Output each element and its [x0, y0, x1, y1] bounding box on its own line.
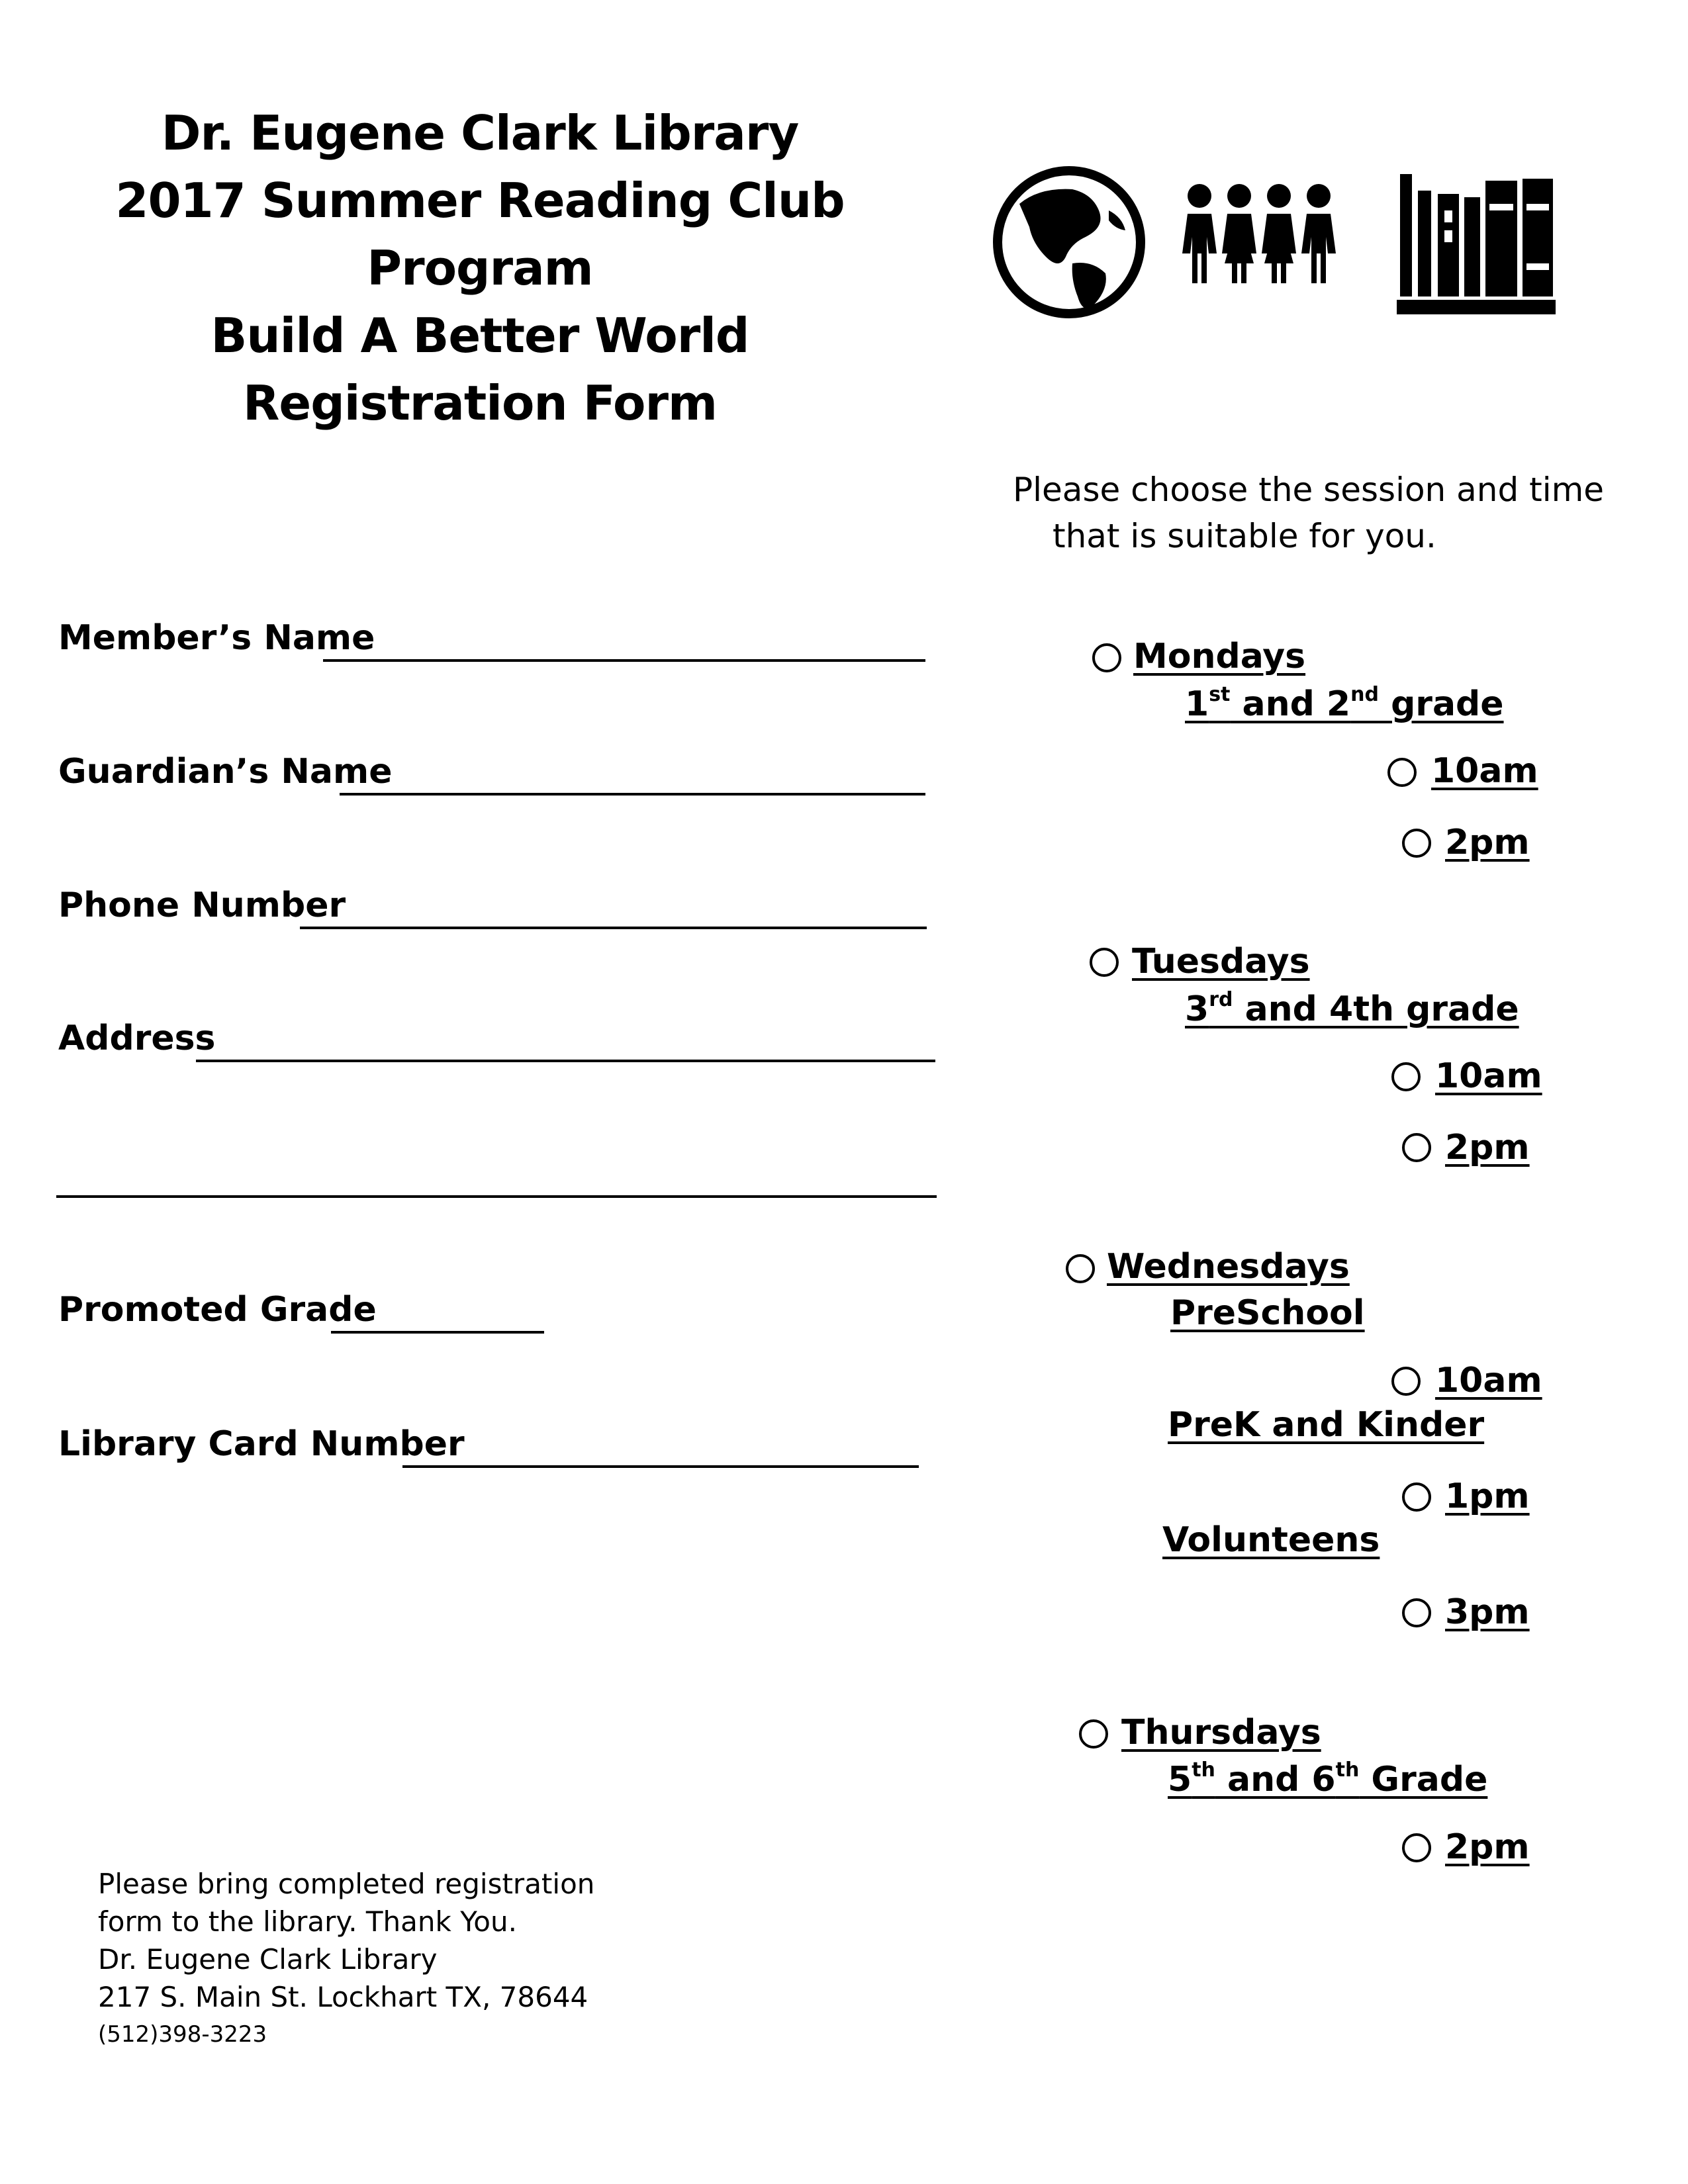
wednesday-3pm-label: 3pm — [1445, 1592, 1530, 1632]
member-name-label: Member’s Name — [58, 618, 375, 658]
instruction-line-2: that is suitable for you. — [1053, 517, 1436, 555]
title-line-library: Dr. Eugene Clark Library — [161, 105, 799, 161]
phone-number-field — [58, 876, 932, 929]
footer-line-1: Please bring completed registration — [98, 1868, 595, 1900]
footer-phone: (512)398-3223 — [98, 2021, 267, 2048]
title-line-club: 2017 Summer Reading Club — [115, 173, 845, 228]
library-card-number-label: Library Card Number — [58, 1424, 465, 1464]
thursday-radio[interactable] — [1079, 1719, 1108, 1749]
tuesday-grade-label: 3rd and 4th grade — [1185, 988, 1519, 1029]
phone-number-label: Phone Number — [58, 886, 346, 925]
library-card-number-field — [58, 1415, 932, 1468]
address-line-2-input-line[interactable] — [56, 1195, 937, 1198]
phone-number-input-line[interactable] — [300, 927, 927, 929]
member-name-input-line[interactable] — [323, 659, 925, 662]
tuesday-radio[interactable] — [1090, 948, 1119, 977]
address-line-2-field — [56, 1145, 937, 1198]
address-field — [58, 1009, 939, 1062]
tuesday-10am-radio[interactable] — [1391, 1062, 1421, 1091]
footer-line-2: form to the library. Thank You. — [98, 1905, 517, 1938]
wednesday-radio[interactable] — [1066, 1254, 1095, 1283]
header-icons — [993, 164, 1562, 323]
address-input-line[interactable] — [196, 1060, 935, 1062]
thursday-2pm-radio[interactable] — [1402, 1833, 1431, 1862]
wednesday-preschool-label: PreSchool — [1170, 1293, 1365, 1333]
thursday-label: Thursdays — [1121, 1713, 1321, 1752]
instruction-line-1: Please choose the session and time — [1013, 471, 1605, 509]
wednesday-1pm-radio[interactable] — [1402, 1482, 1431, 1512]
form-title — [99, 99, 861, 437]
monday-grade-label: 1st and 2nd grade — [1185, 683, 1504, 724]
wednesday-3pm-radio[interactable] — [1402, 1598, 1431, 1627]
children-icon — [1182, 184, 1336, 283]
thursday-2pm-label: 2pm — [1445, 1827, 1530, 1867]
title-line-theme: Build A Better World — [211, 308, 749, 363]
guardian-name-label: Guardian’s Name — [58, 752, 393, 792]
wednesday-label: Wednesdays — [1107, 1247, 1350, 1287]
wednesday-10am-label: 10am — [1435, 1361, 1542, 1400]
footer-note — [98, 1865, 694, 2054]
monday-2pm-radio[interactable] — [1402, 829, 1431, 858]
guardian-name-field — [58, 743, 932, 796]
footer-library-name: Dr. Eugene Clark Library — [98, 1943, 438, 1976]
library-card-number-input-line[interactable] — [402, 1465, 919, 1468]
session-instruction — [1013, 467, 1609, 559]
tuesday-2pm-radio[interactable] — [1402, 1133, 1431, 1162]
monday-10am-radio[interactable] — [1387, 758, 1417, 787]
footer-address: 217 S. Main St. Lockhart TX, 78644 — [98, 1981, 588, 2013]
monday-2pm-label: 2pm — [1445, 823, 1530, 862]
address-label: Address — [58, 1019, 216, 1058]
wednesday-10am-radio[interactable] — [1391, 1367, 1421, 1396]
globe-icon — [998, 171, 1141, 314]
tuesday-10am-label: 10am — [1435, 1056, 1542, 1096]
wednesday-1pm-label: 1pm — [1445, 1477, 1530, 1516]
monday-10am-label: 10am — [1431, 751, 1538, 791]
tuesday-2pm-label: 2pm — [1445, 1128, 1530, 1167]
monday-label: Mondays — [1133, 637, 1306, 676]
title-line-form: Registration Form — [242, 375, 717, 431]
promoted-grade-field — [58, 1281, 588, 1334]
wednesday-volunteens-label: Volunteens — [1162, 1520, 1380, 1560]
title-line-program: Program — [367, 240, 593, 296]
wednesday-prek-label: PreK and Kinder — [1168, 1405, 1485, 1445]
guardian-name-input-line[interactable] — [340, 793, 925, 796]
books-icon — [1397, 174, 1556, 314]
tuesday-label: Tuesdays — [1132, 942, 1310, 981]
thursday-grade-label: 5th and 6th Grade — [1168, 1758, 1488, 1799]
monday-radio[interactable] — [1092, 643, 1121, 672]
promoted-grade-input-line[interactable] — [331, 1331, 544, 1334]
member-name-field — [58, 609, 932, 662]
promoted-grade-label: Promoted Grade — [58, 1290, 377, 1330]
